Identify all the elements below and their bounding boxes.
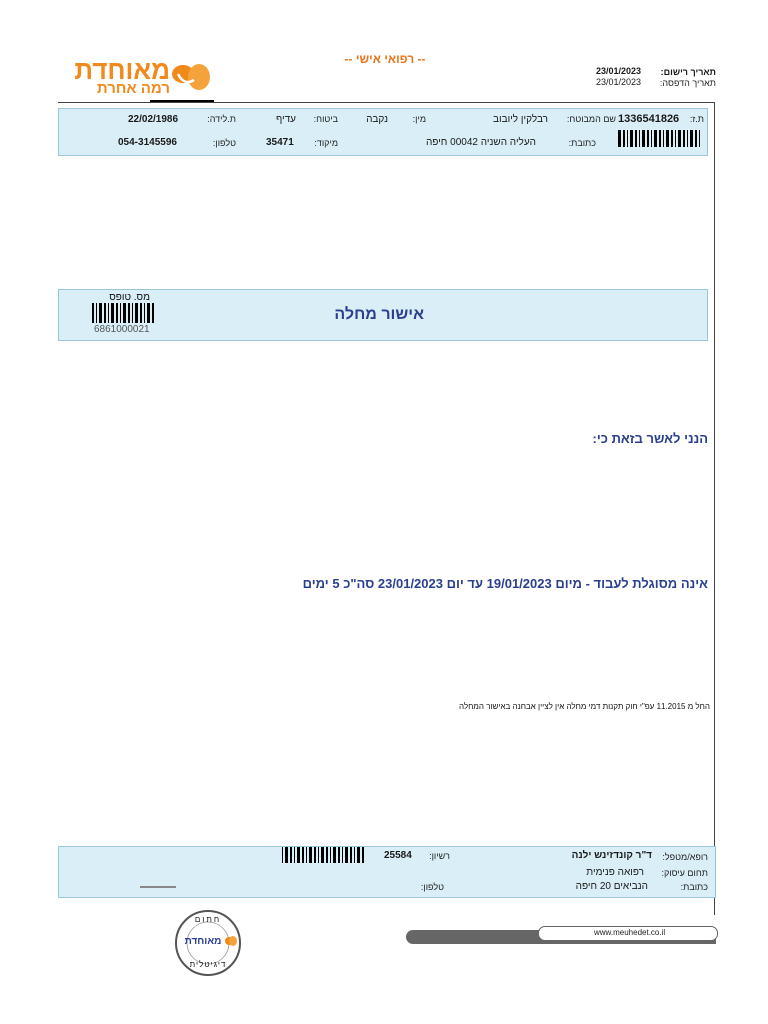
form-number-label: מס. טופס [109,292,150,303]
barcode-stripe [96,303,97,323]
doctor-phone-label: טלפון: [420,882,444,892]
barcode-stripe [678,130,681,147]
barcode-stripe [623,130,625,147]
barcode-stripe [642,130,645,147]
doctor-address: הנביאים 20 חיפה [575,881,648,892]
form-barcode [92,303,156,323]
zip-label: מיקוד: [314,138,338,148]
zip-value: 35471 [266,137,294,148]
license-value: 25584 [384,850,412,861]
barcode-stripe [294,847,295,863]
registration-date: 23/01/2023 [596,66,642,76]
legal-note: החל מ 11.2015 עפ"י חוק תקנות דמי מחלה אין לציין אבחנה באישור המחלה [459,702,710,711]
name-value: רבלקין ליובוב [493,114,548,125]
barcode-stripe [135,303,138,323]
barcode-stripe [362,847,364,863]
barcode-stripe [338,847,340,863]
barcode-stripe [333,847,336,863]
barcode-stripe [285,847,288,863]
address-value: העליה השניה 00042 חיפה [425,137,536,148]
field-value: רפואה פנימית [586,867,644,878]
page-border [58,102,715,915]
barcode-stripe [99,303,102,323]
barcode-stripe [695,130,697,147]
patient-barcode [618,130,704,147]
barcode-stripe [350,847,352,863]
barcode-stripe [675,130,676,147]
insurance-value: עדיף [276,114,296,125]
logo-mark-icon [170,60,212,94]
barcode-stripe [639,130,640,147]
logo [58,56,218,102]
barcode-stripe [690,130,693,147]
dob-label: ת.לידה: [207,114,236,124]
footer-url[interactable]: www.meuhedet.co.il [594,928,666,937]
barcode-stripe [297,847,300,863]
barcode-stripe [345,847,348,863]
fine-print-mark [140,886,176,888]
barcode-stripe [111,303,114,323]
barcode-stripe [357,847,360,863]
id-value: 1336541826 [618,113,680,125]
barcode-stripe [132,303,133,323]
registration-label: תאריך רישום: [660,67,716,77]
barcode-stripe [144,303,145,323]
barcode-stripe [104,303,106,323]
barcode-stripe [627,130,628,147]
barcode-stripe [326,847,328,863]
stamp-center-text: מאוחדת [184,936,222,947]
barcode-stripe [630,130,633,147]
field-label: תחום עיסוק: [661,868,708,878]
id-label: ת.ז: [689,114,704,124]
barcode-stripe [683,130,685,147]
barcode-stripe [666,130,669,147]
barcode-stripe [123,303,126,323]
barcode-stripe [354,847,355,863]
barcode-stripe [330,847,331,863]
barcode-stripe [290,847,292,863]
license-label: רשיון: [429,851,450,861]
stamp-bottom-text: דיגיטלית [189,960,227,969]
barcode-stripe [318,847,319,863]
barcode-stripe [687,130,688,147]
gender-label: מין: [412,114,426,124]
barcode-stripe [647,130,649,147]
barcode-stripe [635,130,637,147]
doctor-barcode [282,847,368,863]
doctor-name: ד"ר קונדזינש ילנה [571,850,652,861]
barcode-stripe [147,303,150,323]
print-date-label: תאריך הדפסה: [659,78,716,88]
sick-leave-statement: אינה מסוגלת לעבוד - מיום 19/01/2023 עד יום 23/01/2023 סה"כ 5 ימים [302,576,708,591]
logo-sub-text: רמה אחרת [96,80,170,97]
barcode-stripe [108,303,109,323]
barcode-stripe [651,130,652,147]
phone-label: טלפון: [212,138,236,148]
insurance-label: ביטוח: [313,114,338,124]
form-title: אישור מחלה [334,306,424,323]
barcode-stripe [321,847,324,863]
stamp-top-text: חתום [194,915,222,924]
barcode-stripe [663,130,664,147]
gender-value: נקבה [366,114,388,125]
print-date: 23/01/2023 [596,77,642,87]
barcode-stripe [342,847,343,863]
barcode-stripe [140,303,142,323]
doctor-label: רופא/מטפל: [662,852,708,862]
doctor-address-label: כתובת: [680,882,708,892]
barcode-stripe [116,303,118,323]
name-label: שם המבוטח: [566,114,616,124]
barcode-stripe [314,847,316,863]
barcode-stripe [659,130,661,147]
phone-value: 054-3145596 [118,137,177,148]
barcode-stripe [152,303,154,323]
stamp-logo-icon [225,936,237,946]
barcode-stripe [671,130,673,147]
barcode-stripe [128,303,130,323]
barcode-stripe [302,847,304,863]
certify-text: הנני לאשר בזאת כי: [592,431,708,446]
form-number: 6861000021 [94,324,150,335]
digital-stamp [175,910,241,976]
page-title: -- רפואי אישי -- [344,52,426,66]
barcode-stripe [306,847,307,863]
barcode-stripe [654,130,657,147]
dob-value: 22/02/1986 [128,114,179,125]
barcode-stripe [618,130,621,147]
barcode-stripe [309,847,312,863]
barcode-stripe [92,303,94,323]
logo-main-text: מאוחדת [74,55,170,85]
barcode-stripe [120,303,121,323]
address-label: כתובת: [568,138,596,148]
barcode-stripe [282,847,283,863]
barcode-stripe [699,130,700,147]
